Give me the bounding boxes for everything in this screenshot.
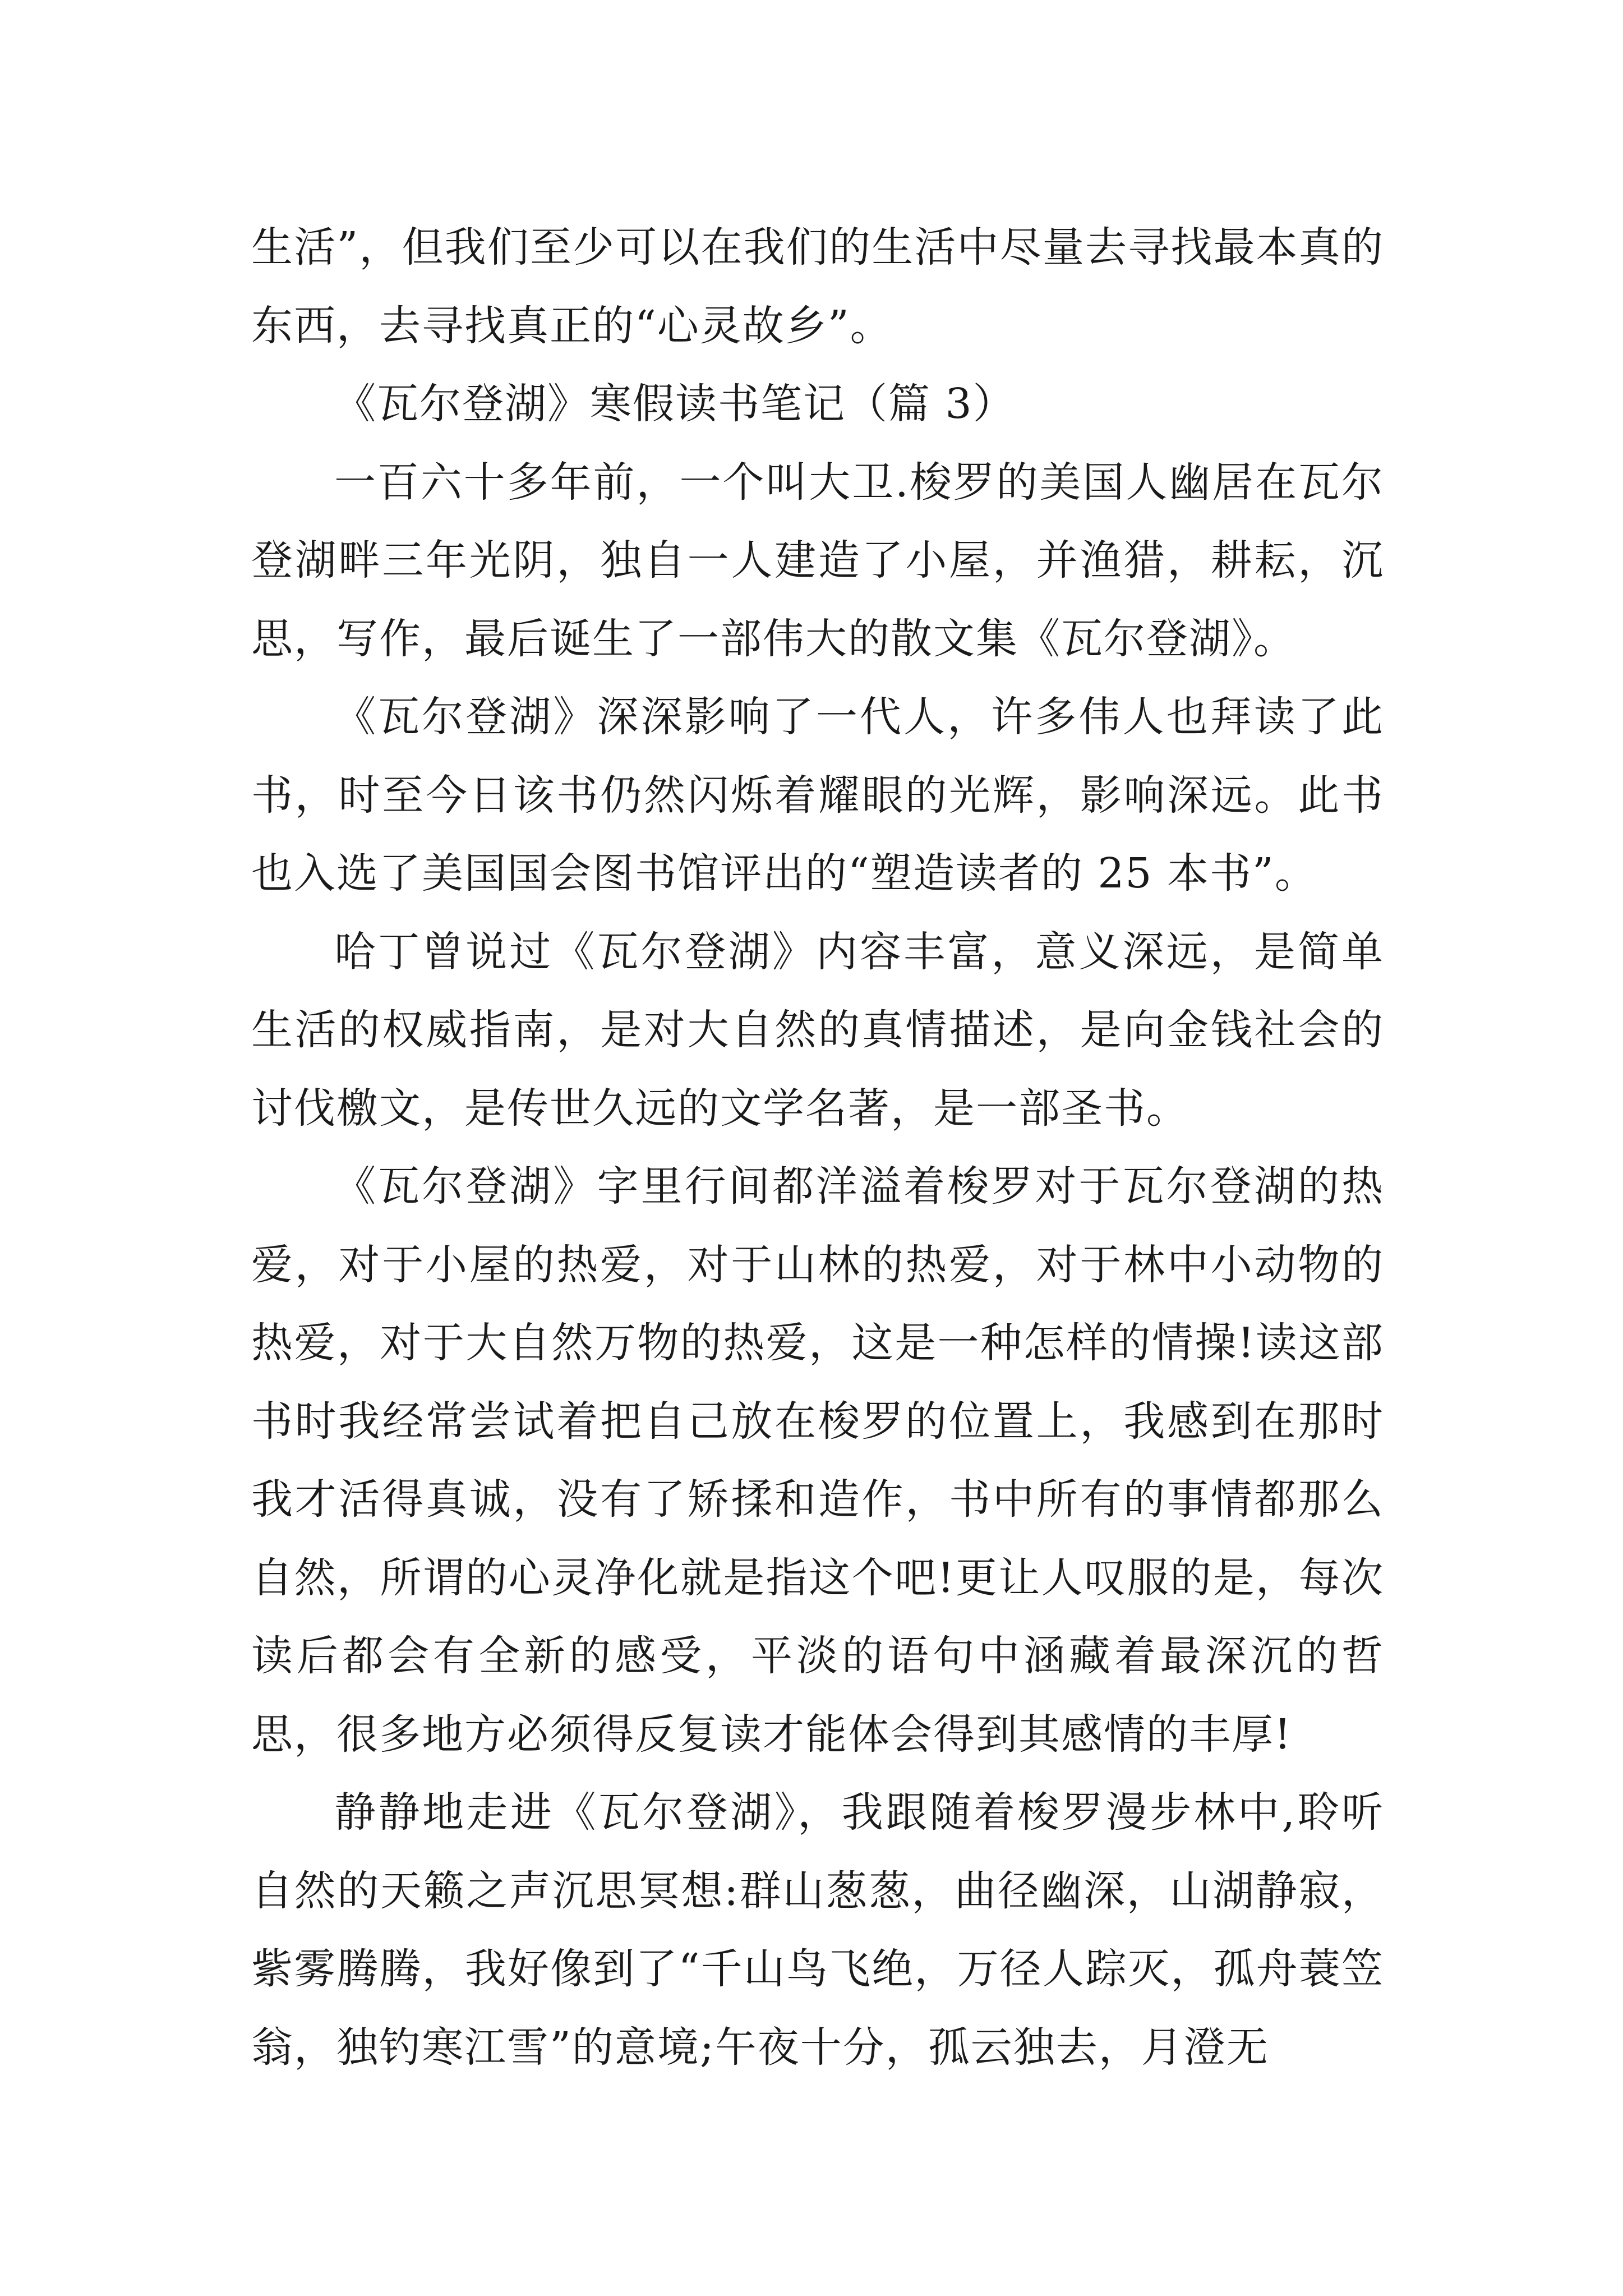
paragraph-continuation: 生活”，但我们至少可以在我们的生活中尽量去寻找最本真的东西，去寻找真正的“心灵故乡”。	[251, 223, 1384, 350]
paragraph: 《瓦尔登湖》深深影响了一代人，许多伟人也拜读了此书，时至今日该书仍然闪烁着耀眼的光辉，影响深远。此书也入选了美国国会图书馆评出的“塑造读者的 25 本书”。	[251, 693, 1384, 898]
paragraph: 哈丁曾说过《瓦尔登湖》内容丰富，意义深远，是简单生活的权威指南，是对大自然的真情描述，是向金钱社会的讨伐檄文，是传世久远的文学名著，是一部圣书。	[251, 927, 1384, 1133]
paragraph: 《瓦尔登湖》字里行间都洋溢着梭罗对于瓦尔登湖的热爱，对于小屋的热爱，对于山林的热爱，对于林中小动物的热爱，对于大自然万物的热爱，这是一种怎样的情操!读这部书时我经常尝试着把自己放在梭罗的位置上，我感到在那时我才活得真诚，没有了矫揉和造作，书中所有的事情都那么自然，所谓的心灵净化就是指这个吧!更让人叹服的是，每次读后都会有全新的感受，平淡的语句中涵藏着最深沉的哲思，很多地方必须得反复读才能体会得到其感情的丰厚!	[251, 1162, 1384, 1759]
body-text	[251, 209, 1384, 2087]
paragraph: 静静地走进《瓦尔登湖》，我跟随着梭罗漫步林中,聆听自然的天籁之声沉思冥想:群山葱葱，曲径幽深，山湖静寂，紫雾腾腾，我好像到了“千山鸟飞绝，万径人踪灭，孤舟蓑笠翁，独钓寒江雪”的意境;午夜十分，孤云独去，月澄无	[251, 1788, 1384, 2072]
paragraph: 一百六十多年前，一个叫大卫.梭罗的美国人幽居在瓦尔登湖畔三年光阴，独自一人建造了小屋，并渔猎，耕耘，沉思，写作，最后诞生了一部伟大的散文集《瓦尔登湖》。	[251, 458, 1384, 663]
section-heading: 《瓦尔登湖》寒假读书笔记（篇 3）	[334, 380, 1016, 428]
